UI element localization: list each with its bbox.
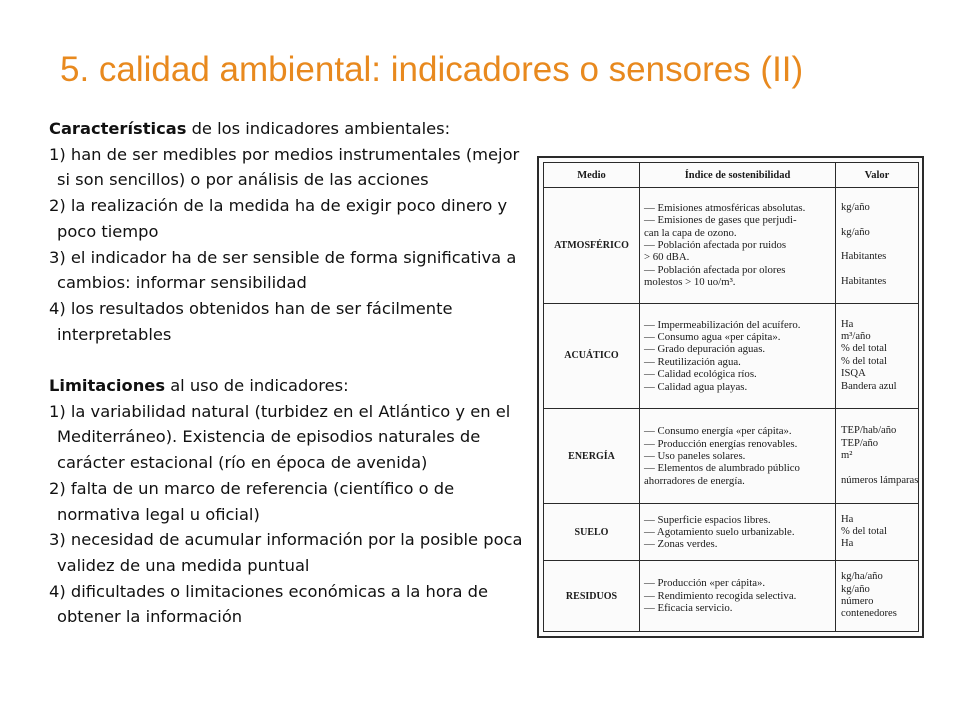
paragraph-gap (49, 347, 524, 373)
characteristics-item-4: 4) los resultados obtenidos han de ser fácilmente interpretables (49, 298, 453, 344)
value-line (841, 215, 913, 227)
table-row (544, 561, 919, 632)
limitations-item-1: 1) la variabilidad natural (turbidez en el Atlántico y en el Mediterráneo). Existencia de episodios naturales de carácter estacional (río en época de avenida) (49, 401, 511, 473)
values-cell (836, 561, 919, 632)
characteristics-item-3: 3) el indicador ha de ser sensible de forma significativa a cambios: informar sensibilidad (49, 247, 517, 293)
value-line: Ha (841, 513, 854, 525)
indicator-line: — Impermeabilización del acuífero. (644, 318, 801, 331)
value-line: Bandera azul (841, 380, 897, 392)
indicator-line: — Producción energías renovables. (644, 437, 798, 450)
value-line: % del total (841, 355, 887, 367)
indicator-line: — Calidad ecológica ríos. (644, 368, 757, 381)
table-body (544, 188, 919, 632)
medio-cell: ENERGÍA (544, 408, 640, 503)
indicator-line: ahorradores de energía. (644, 474, 745, 487)
value-line: % del total (841, 525, 887, 537)
limitations-item-4: 4) dificultades o limitaciones económicas a la hora de obtener la información (49, 581, 489, 627)
medio-cell: ATMOSFÉRICO (544, 188, 640, 304)
value-line: TEP/hab/año (841, 425, 897, 437)
characteristics-heading-bold: Características (49, 119, 187, 138)
slide-title: 5. calidad ambiental: indicadores o sensores (II) (60, 50, 804, 89)
indicators-cell (640, 408, 836, 503)
value-line: TEP/año (841, 437, 879, 449)
value-line: Habitantes (841, 275, 887, 287)
medio-cell: SUELO (544, 504, 640, 561)
indicator-line: — Grado depuración aguas. (644, 343, 766, 356)
indicator-line: — Reutilización agua. (644, 355, 741, 368)
value-line: números lámparas (841, 474, 919, 486)
value-line (841, 239, 913, 251)
indicators-cell (640, 504, 836, 561)
indicator-line: — Superficie espacios libres. (644, 513, 771, 526)
value-line: Ha (841, 538, 854, 550)
value-line (841, 463, 913, 475)
indicator-line: > 60 dBA. (644, 251, 690, 264)
medio-cell: ACUÁTICO (544, 303, 640, 408)
value-line: m³/año (841, 330, 871, 342)
indicators-cell (640, 561, 836, 632)
characteristics-item-1: 1) han de ser medibles por medios instrumentales (mejor si son sencillos) o por análisis de las acciones (49, 144, 520, 190)
limitations-item-2: 2) falta de un marco de referencia (científico o de normativa legal u oficial) (49, 478, 455, 524)
indicator-line: — Emisiones atmosféricas absolutas. (644, 201, 806, 214)
indicator-line: — Eficacia servicio. (644, 602, 733, 615)
value-line: kg/año (841, 226, 870, 238)
indicator-line: molestos > 10 uo/m³. (644, 276, 736, 289)
indicator-line: — Consumo agua «per cápita». (644, 330, 781, 343)
indicator-line: can la capa de ozono. (644, 226, 737, 239)
value-line: número (841, 596, 874, 607)
characteristics-heading (49, 116, 524, 142)
table-header-row (544, 163, 919, 188)
values-cell (836, 504, 919, 561)
values-cell (836, 303, 919, 408)
indicator-line: — Población afectada por olores (644, 263, 786, 276)
indicator-line: — Rendimiento recogida selectiva. (644, 589, 797, 602)
value-line: contenedores (841, 608, 897, 620)
limitations-heading-rest: al uso de indicadores: (165, 376, 349, 396)
characteristics-heading-rest: de los indicadores ambientales: (186, 119, 451, 138)
indicator-line: — Calidad agua playas. (644, 380, 748, 393)
table-row (544, 303, 919, 408)
table-row (544, 504, 919, 561)
indicator-line: — Zonas verdes. (644, 538, 718, 551)
limitations-heading-bold: Limitaciones (49, 376, 166, 396)
medio-cell: RESIDUOS (544, 561, 640, 632)
indicator-line: — Agotamiento suelo urbanizable. (644, 525, 795, 538)
indicator-line: — Consumo energía «per cápita». (644, 425, 792, 438)
indicators-cell (640, 188, 836, 304)
value-line: Habitantes (841, 251, 887, 263)
value-line: % del total (841, 343, 887, 355)
table-row (544, 188, 919, 304)
indicator-line: — Emisiones de gases que perjudi- (644, 214, 797, 227)
indicator-line: — Población afectada por ruidos (644, 239, 787, 252)
header-medio: Medio (544, 163, 640, 188)
values-cell (836, 188, 919, 304)
indicator-line: — Uso paneles solares. (644, 449, 746, 462)
header-valor: Valor (836, 163, 919, 188)
value-line: Ha (841, 318, 854, 330)
value-line: kg/ha/año (841, 571, 883, 583)
limitations-heading (49, 373, 524, 399)
value-line: kg/año (841, 583, 870, 595)
value-line: kg/año (841, 202, 870, 214)
sustainability-index-table-image (537, 156, 924, 638)
characteristics-item-2: 2) la realización de la medida ha de exigir poco dinero y poco tiempo (49, 196, 508, 241)
sustainability-index-table (543, 162, 919, 632)
limitations-item-3: 3) necesidad de acumular información por la posible poca validez de una medida puntual (49, 530, 523, 575)
values-cell (836, 408, 919, 503)
indicator-line: — Elementos de alumbrado público (644, 462, 800, 475)
table-row (544, 408, 919, 503)
value-line: ISQA (841, 368, 866, 380)
header-indice: Índice de sostenibilidad (640, 163, 836, 188)
indicator-line: — Producción «per cápita». (644, 577, 766, 590)
indicators-cell (640, 303, 836, 408)
slide-body-text (49, 116, 524, 630)
value-line (841, 264, 913, 276)
value-line: m² (841, 450, 853, 462)
